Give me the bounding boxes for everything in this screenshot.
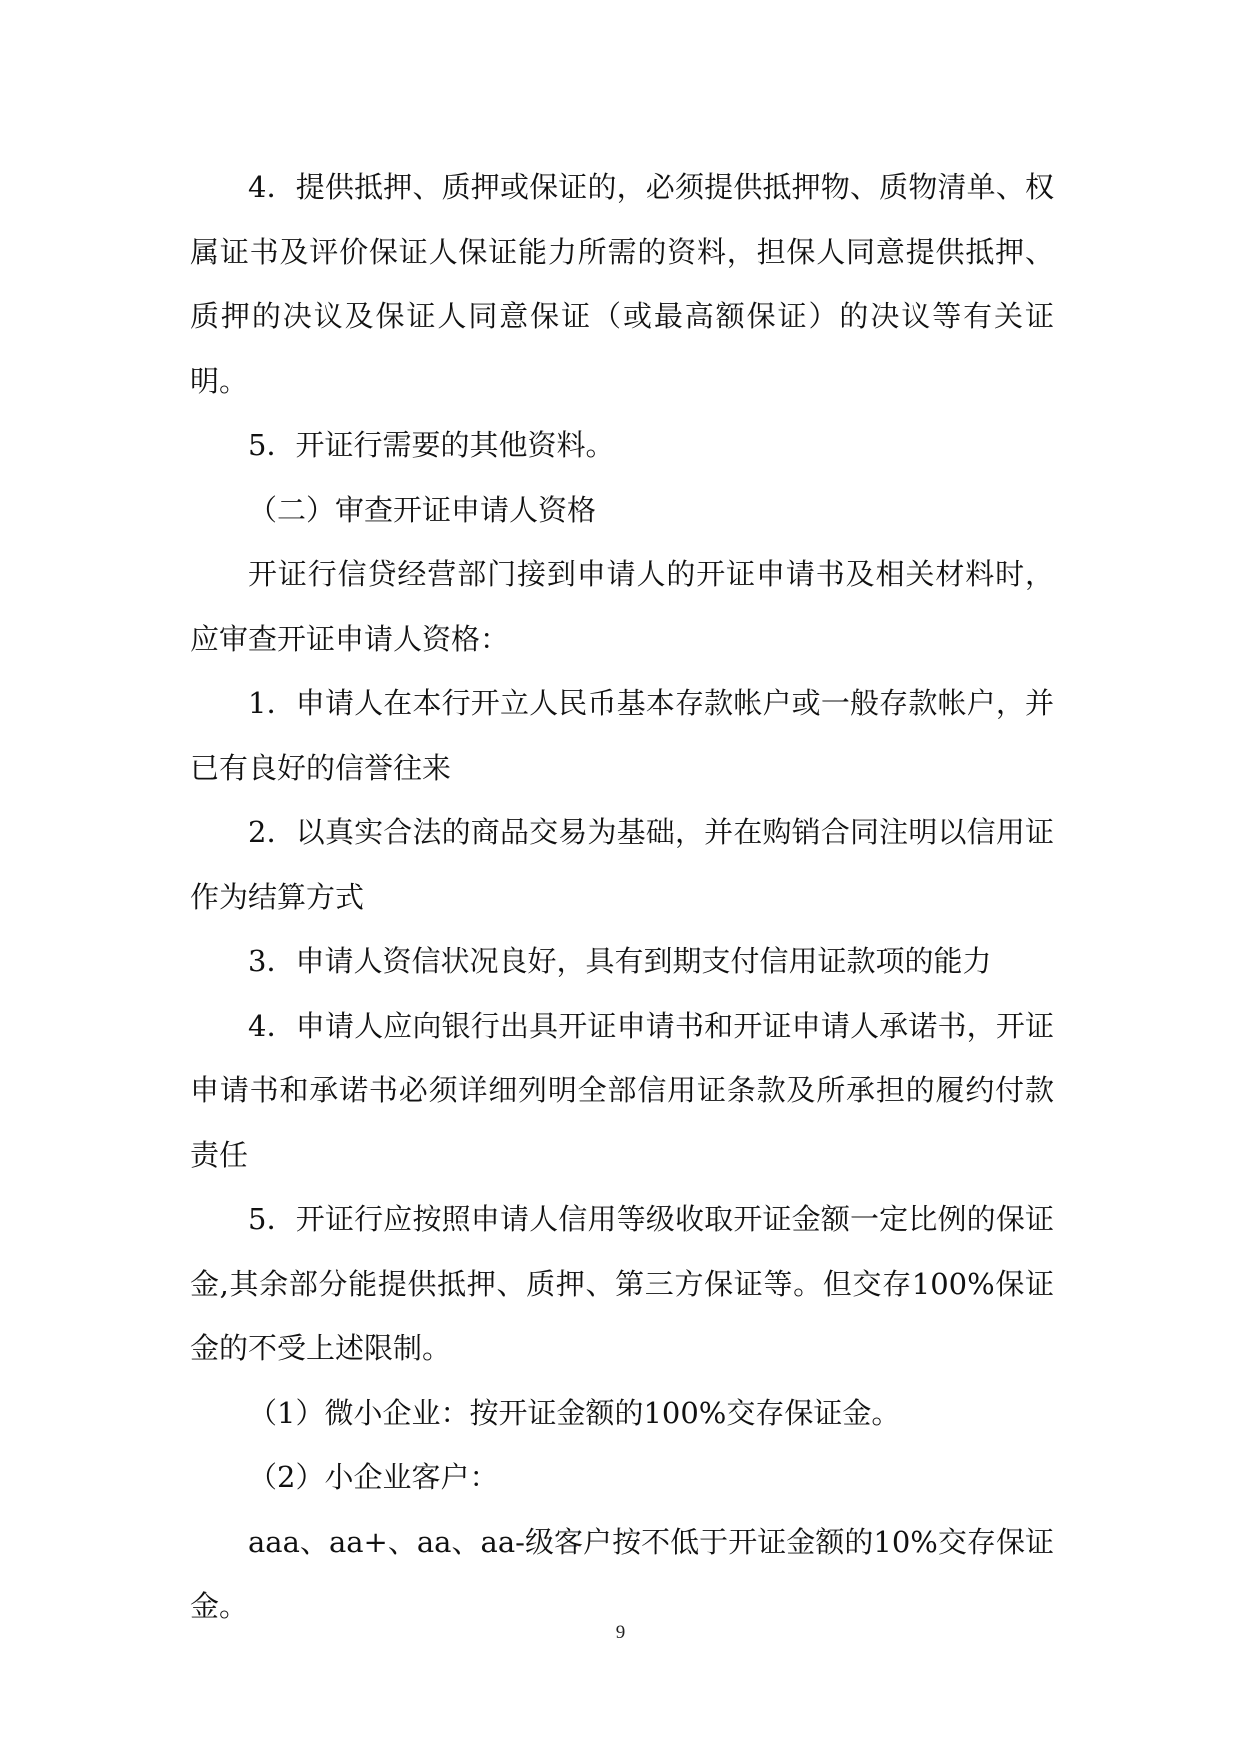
paragraph-review-intro: 开证行信贷经营部门接到申请人的开证申请书及相关材料时，应审查开证申请人资格： — [190, 557, 1054, 656]
section-heading-applicant-review: （二）审查开证申请人资格 — [248, 492, 597, 527]
paragraph-small-enterprise: （2）小企业客户： — [248, 1460, 499, 1494]
paragraph-rating-deposit: aaa、aa+、aa、aa-级客户按不低于开证金额的10%交存保证金。 — [190, 1524, 1054, 1623]
paragraph-requirement-4: 4．申请人应向银行出具开证申请书和开证申请人承诺书，开证申请书和承诺书必须详细列明全部信用证条款及所承担的履约付款责任 — [190, 1008, 1054, 1172]
paragraph-requirement-5: 5．开证行应按照申请人信用等级收取开证金额一定比例的保证金,其余部分能提供抵押、质押、第三方保证等。但交存100%保证金的不受上述限制。 — [190, 1202, 1054, 1365]
paragraph-other-materials: 5．开证行需要的其他资料。 — [248, 428, 615, 462]
paragraph-collateral-materials: 4．提供抵押、质押或保证的，必须提供抵押物、质物清单、权属证书及评价保证人保证能力所需的资料，担保人同意提供抵押、质押的决议及保证人同意保证（或最高额保证）的决议等有关证明。 — [190, 170, 1054, 398]
page-number: 9 — [615, 1622, 626, 1643]
paragraph-micro-enterprise: （1）微小企业：按开证金额的100%交存保证金。 — [248, 1395, 901, 1430]
body-text — [190, 155, 1054, 1639]
paragraph-requirement-3: 3．申请人资信状况良好，具有到期支付信用证款项的能力 — [248, 944, 992, 978]
paragraph-requirement-2: 2．以真实合法的商品交易为基础，并在购销合同注明以信用证作为结算方式 — [190, 815, 1054, 914]
paragraph-requirement-1: 1．申请人在本行开立人民币基本存款帐户或一般存款帐户，并已有良好的信誉往来 — [190, 686, 1054, 785]
